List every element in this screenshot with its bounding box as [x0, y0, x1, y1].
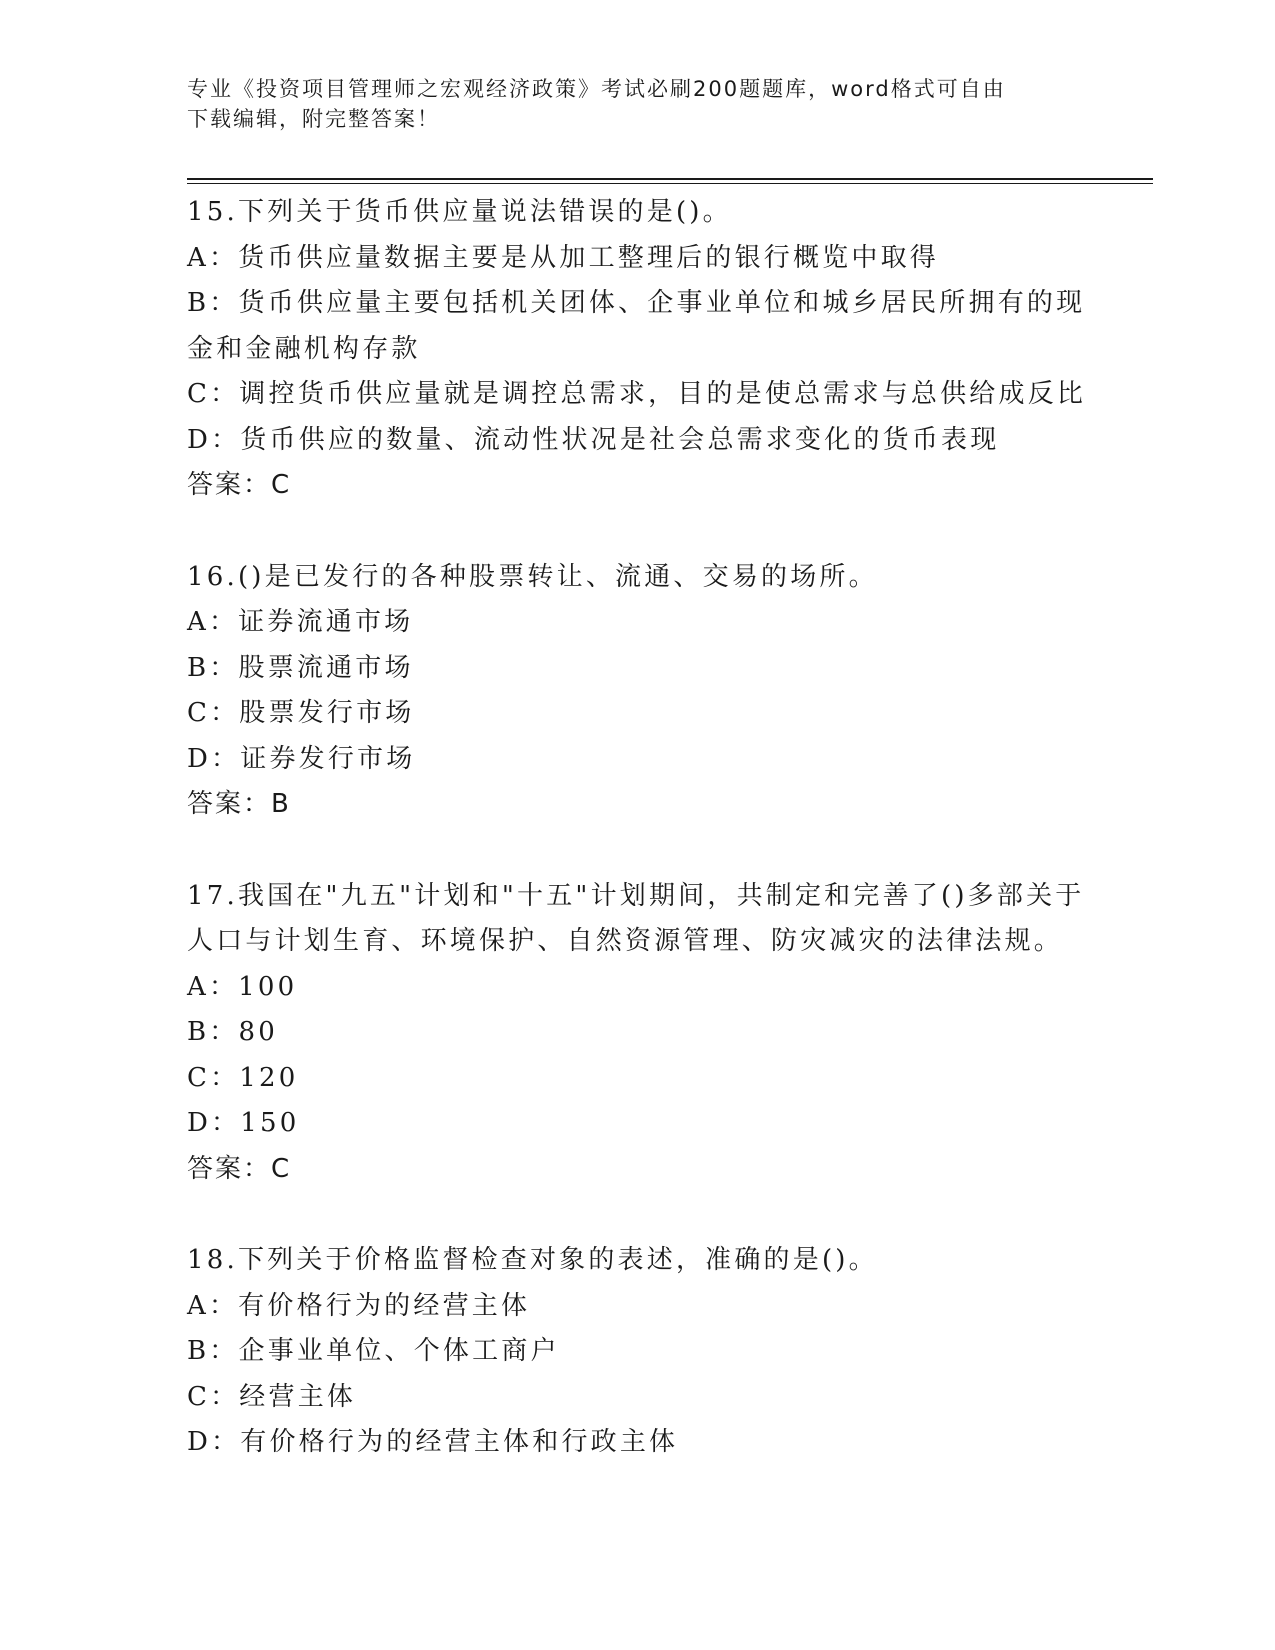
- answer-option: 金和金融机构存款: [187, 333, 421, 364]
- header-divider-bottom: [187, 183, 1153, 184]
- question-spacer: [187, 1192, 1087, 1238]
- question-spacer: [187, 509, 1087, 555]
- question-stem: 人口与计划生育、环境保护、自然资源管理、防灾减灾的法律法规。: [187, 926, 1064, 956]
- answer-option: B：股票流通市场: [187, 652, 414, 683]
- answer-option: C：120: [187, 1062, 299, 1093]
- question-list: [187, 190, 1087, 1466]
- header-line-2: 下载编辑，附完整答案！: [187, 107, 440, 131]
- document-header: [187, 74, 1067, 134]
- question-spacer: [187, 828, 1087, 874]
- answer-option: A：有价格行为的经营主体: [187, 1290, 531, 1321]
- answer-option: B：企事业单位、个体工商户: [187, 1336, 560, 1366]
- question-stem: 16.()是已发行的各种股票转让、流通、交易的场所。: [187, 561, 878, 592]
- answer-option: C：股票发行市场: [187, 698, 415, 728]
- answer-option: A：证券流通市场: [187, 607, 414, 637]
- question-stem: 18.下列关于价格监督检查对象的表述，准确的是()。: [187, 1245, 878, 1275]
- question-block: [187, 555, 1087, 828]
- question-block: [187, 874, 1087, 1193]
- header-divider-top: [187, 178, 1153, 180]
- answer-option: C：调控货币供应量就是调控总需求，目的是使总需求与总供给成反比: [187, 379, 1087, 409]
- answer-option: D：证券发行市场: [187, 743, 416, 774]
- answer-option: C：经营主体: [187, 1381, 357, 1412]
- answer-key: 答案：C: [187, 1153, 292, 1184]
- answer-option: B：货币供应量主要包括机关团体、企事业单位和城乡居民所拥有的现: [187, 288, 1086, 318]
- header-line-1: 专业《投资项目管理师之宏观经济政策》考试必刷200题题库，word格式可自由: [187, 77, 1006, 101]
- question-block: [187, 1238, 1087, 1466]
- answer-key: 答案：C: [187, 470, 292, 500]
- answer-key: 答案：B: [187, 789, 291, 819]
- question-stem: 15.下列关于货币供应量说法错误的是()。: [187, 197, 732, 227]
- answer-option: D：150: [187, 1108, 300, 1138]
- answer-option: D：货币供应的数量、流动性状况是社会总需求变化的货币表现: [187, 424, 1000, 455]
- answer-option: A：100: [187, 971, 298, 1002]
- answer-option: B：80: [187, 1017, 278, 1047]
- answer-option: D：有价格行为的经营主体和行政主体: [187, 1427, 679, 1457]
- question-block: [187, 190, 1087, 509]
- answer-option: A：货币供应量数据主要是从加工整理后的银行概览中取得: [187, 242, 939, 273]
- question-stem: 17.我国在"九五"计划和"十五"计划期间，共制定和完善了()多部关于: [187, 880, 1085, 911]
